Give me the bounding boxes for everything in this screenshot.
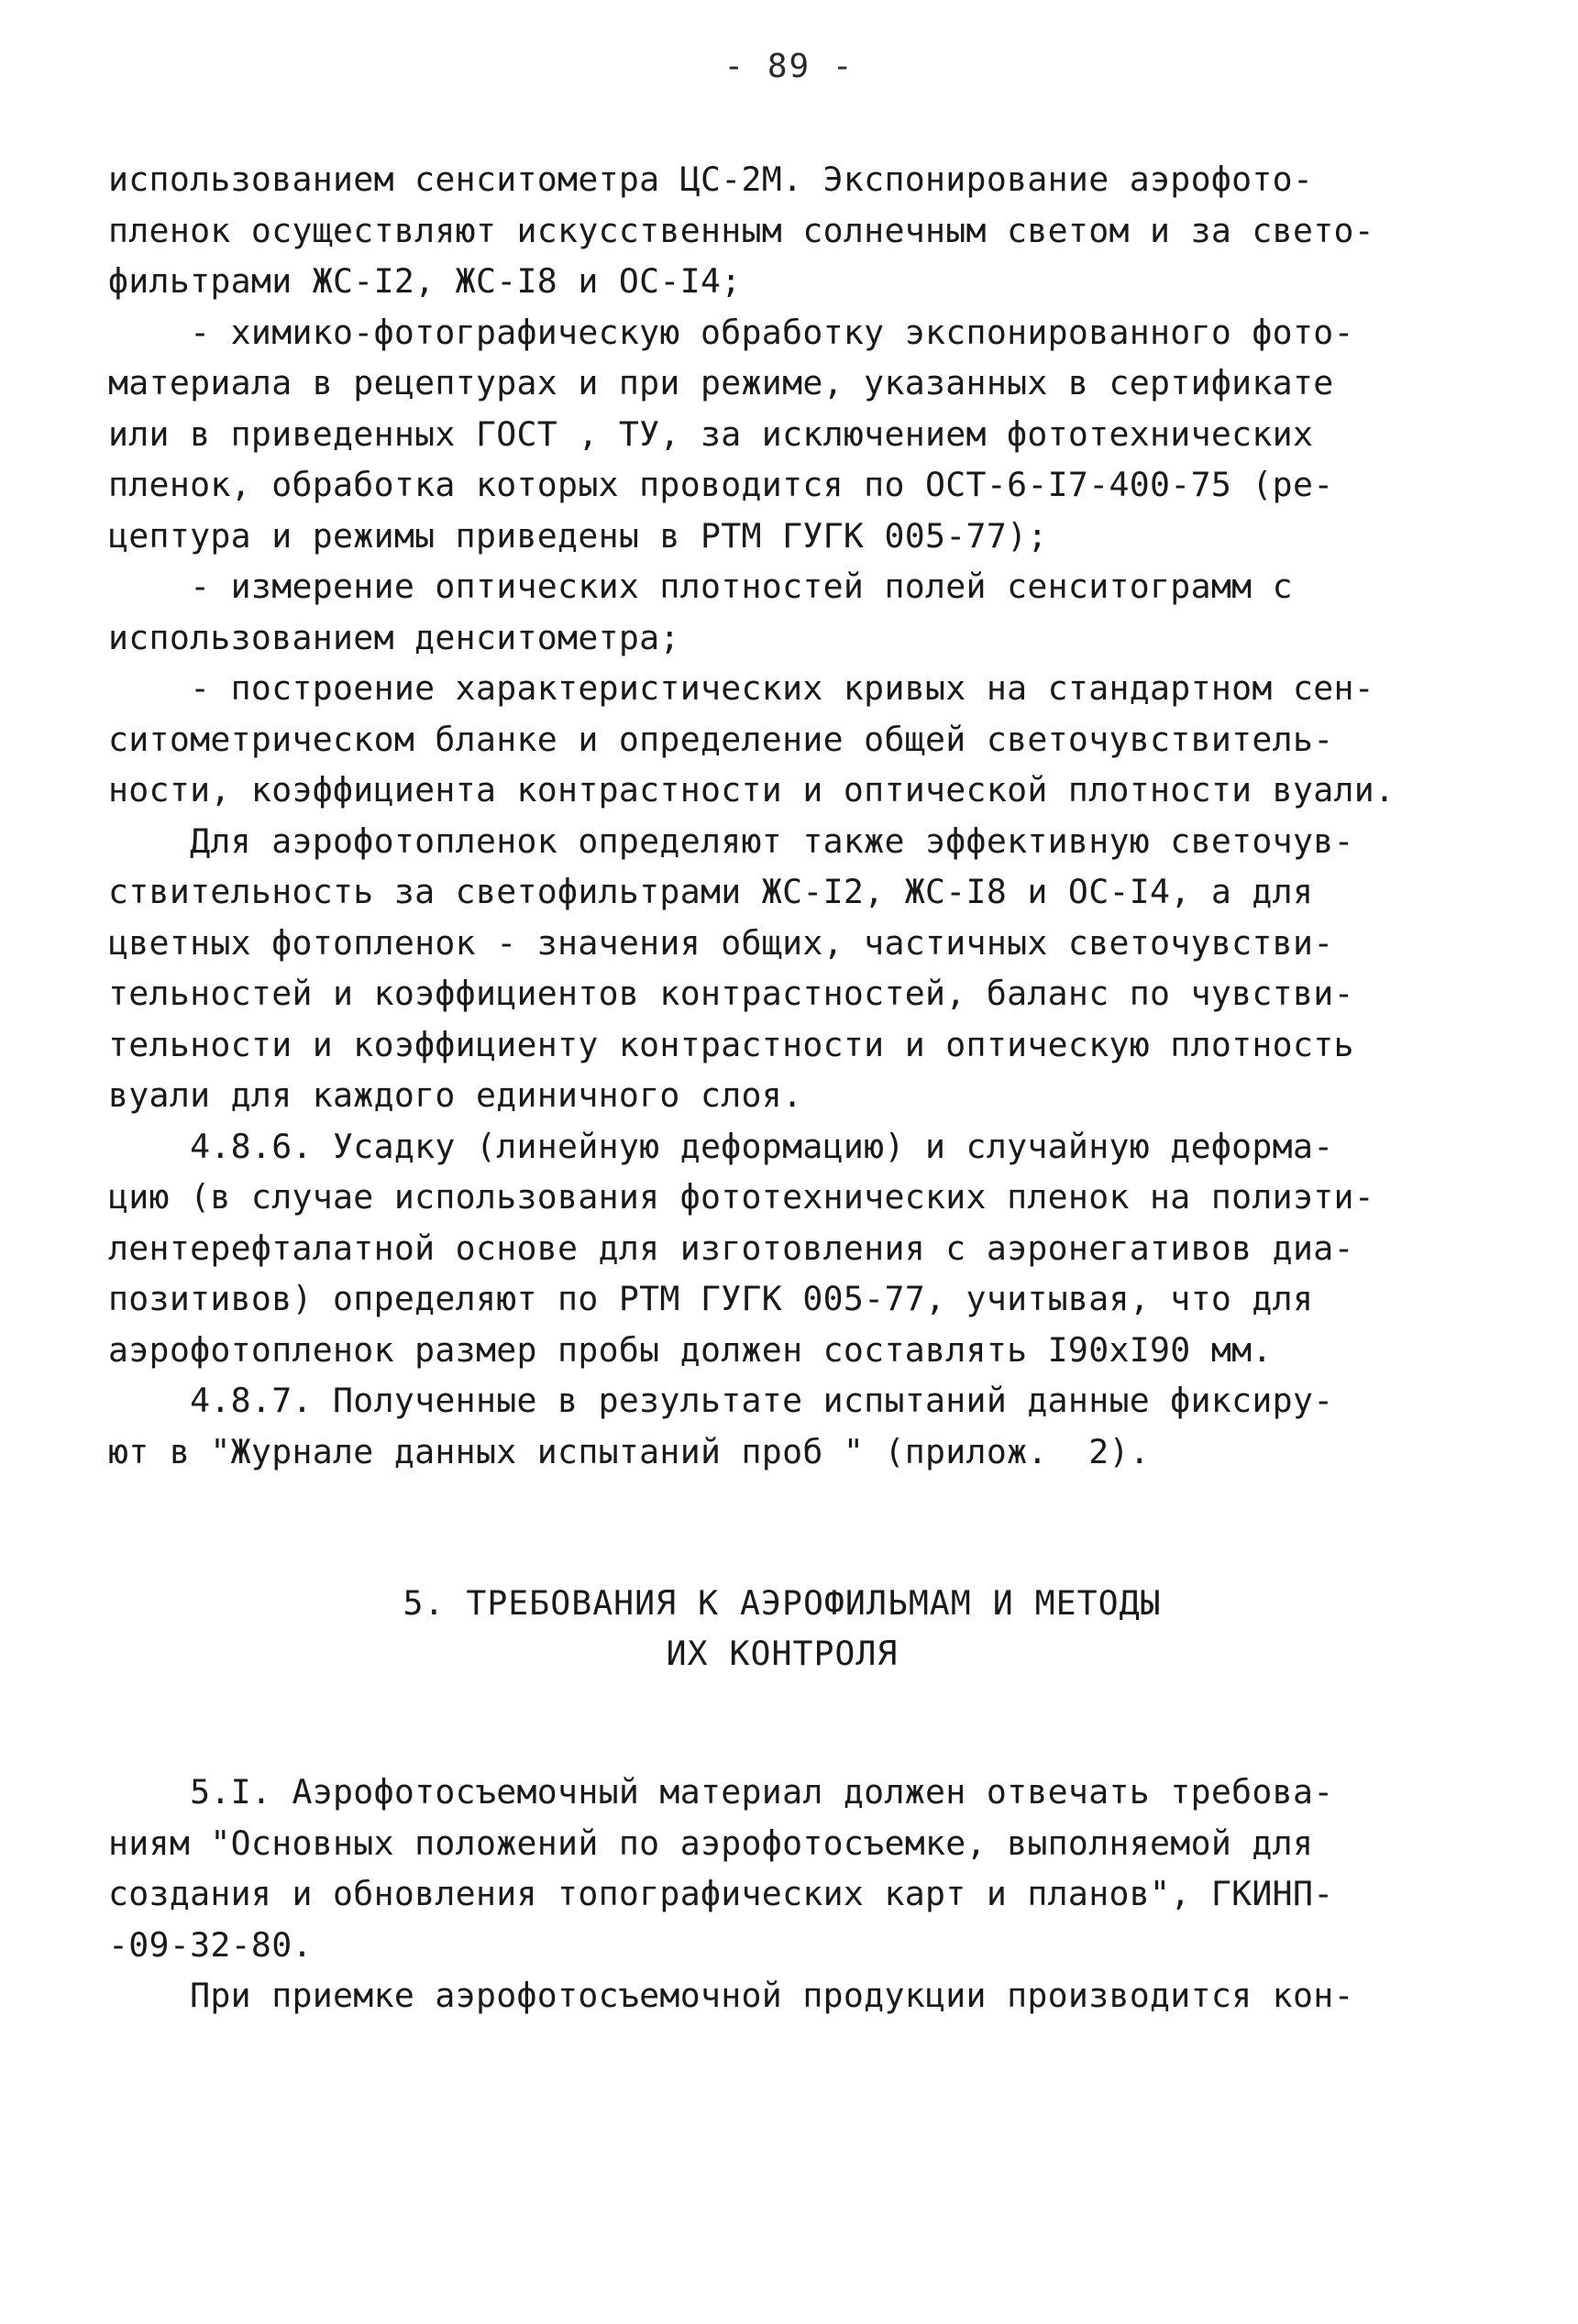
paragraph-block-2 bbox=[108, 1767, 1429, 2021]
text-line: ситометрическом бланке и определение общей светочувствитель- bbox=[108, 719, 1334, 759]
text-line: использованием сенситометра ЦС-2М. Экспонирование аэрофото- bbox=[108, 160, 1314, 199]
text-line: цветных фотопленок - значения общих, частичных светочувстви- bbox=[108, 922, 1334, 963]
paragraph-block-1 bbox=[108, 154, 1429, 1477]
section-heading-line: ИХ КОНТРОЛЯ bbox=[666, 1634, 899, 1673]
text-line: лентерефталатной основе для изготовления с аэронегативов диа- bbox=[108, 1228, 1354, 1268]
text-line: При приемке аэрофотосъемочной продукции производится кон- bbox=[108, 1976, 1354, 2015]
document-body bbox=[108, 154, 1429, 2021]
text-line: вуали для каждого единичного слоя. bbox=[108, 1075, 803, 1115]
text-line: ниям "Основных положений по аэрофотосъемке, выполняемой для bbox=[108, 1823, 1314, 1863]
text-line: создания и обновления топографических карт и планов", ГКИНП- bbox=[108, 1874, 1334, 1913]
text-line: ют в "Журнале данных испытаний проб " (прилож. 2). bbox=[108, 1431, 1151, 1471]
text-line: цию (в случае использования фототехнических пленок на полиэти- bbox=[108, 1177, 1375, 1217]
text-line: позитивов) определяют по РТМ ГУГК 005-77, учитывая, что для bbox=[108, 1279, 1314, 1318]
text-line: - измерение оптических плотностей полей сенситограмм с bbox=[108, 567, 1293, 606]
text-line: 5.I. Аэрофотосъемочный материал должен отвечать требова- bbox=[108, 1772, 1334, 1812]
section-heading-line: 5. ТРЕБОВАНИЯ К АЭРОФИЛЬМАМ И МЕТОДЫ bbox=[403, 1583, 1162, 1623]
text-line: - химико-фотографическую обработку экспонированного фото- bbox=[108, 312, 1354, 352]
text-line: материала в рецептурах и при режиме, указанных в сертификате bbox=[108, 363, 1334, 402]
text-line: аэрофотопленок размер пробы должен составлять I90хI90 мм. bbox=[108, 1329, 1273, 1370]
text-line: 4.8.7. Полученные в результате испытаний данные фиксиру- bbox=[108, 1381, 1334, 1420]
page-number: - 89 - bbox=[723, 48, 855, 85]
text-line: ствительность за светофильтрами ЖС-I2, ЖС-I8 и ОС-I4, а для bbox=[108, 872, 1314, 911]
text-line: использованием денситометра; bbox=[108, 617, 680, 657]
spacer bbox=[108, 1477, 1429, 1578]
text-line: фильтрами ЖС-I2, ЖС-I8 и ОС-I4; bbox=[108, 261, 742, 301]
text-line: пленок осуществляют искусственным солнечным светом и за свето- bbox=[108, 210, 1375, 250]
text-line: тельности и коэффициенту контрастности и оптическую плотность bbox=[108, 1024, 1354, 1064]
text-line: -09-32-80. bbox=[108, 1924, 313, 1965]
text-line: Для аэрофотопленок определяют также эффективную светочув- bbox=[108, 821, 1354, 861]
text-line: или в приведенных ГОСТ , ТУ, за исключением фототехнических bbox=[108, 413, 1314, 454]
text-line: тельностей и коэффициентов контрастностей, баланс по чувстви- bbox=[108, 974, 1354, 1013]
text-line: 4.8.6. Усадку (линейную деформацию) и случайную деформа- bbox=[108, 1126, 1334, 1166]
text-line: цептура и режимы приведены в РТМ ГУГК 005-77); bbox=[108, 515, 1048, 556]
text-line: пленок, обработка которых проводится по ОСТ-6-I7-400-75 (ре- bbox=[108, 465, 1334, 504]
text-line: ности, коэффициента контрастности и оптической плотности вуали. bbox=[108, 770, 1396, 810]
section-heading bbox=[108, 1578, 1429, 1679]
text-line: - построение характеристических кривых на стандартном сен- bbox=[108, 668, 1375, 708]
spacer bbox=[108, 1679, 1429, 1767]
